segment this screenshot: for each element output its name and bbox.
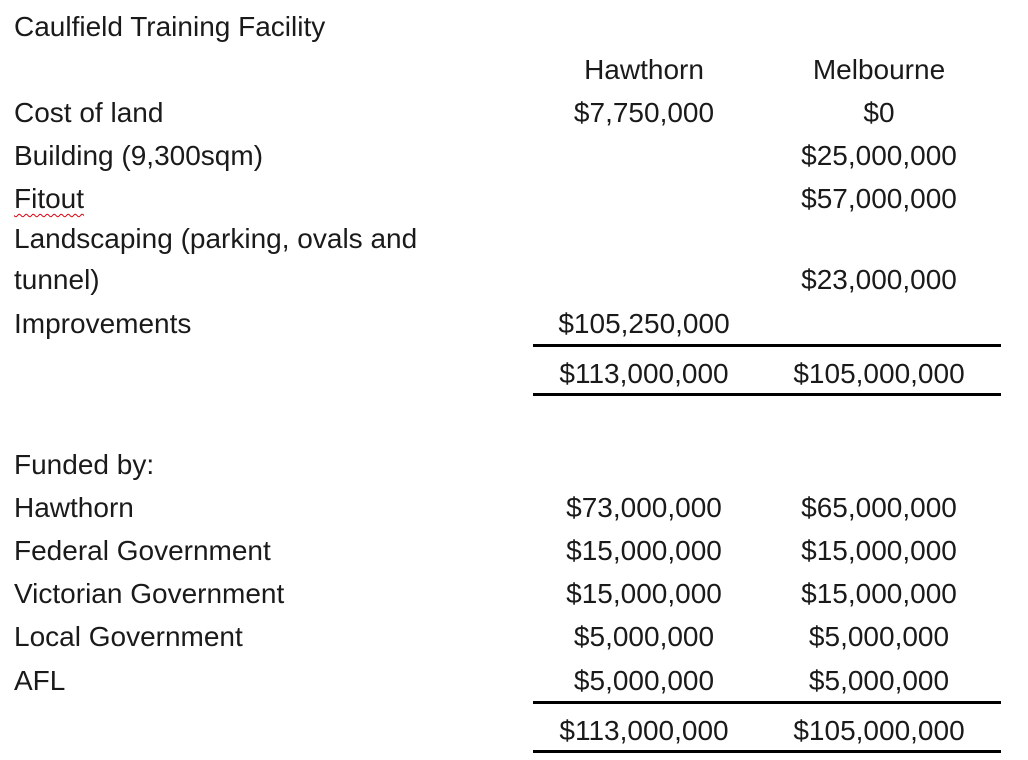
funding-row-melbourne-value: $15,000,000 (801, 578, 957, 609)
sheet-title: Caulfield Training Facility (14, 11, 326, 42)
total-top-border (533, 344, 1001, 347)
funding-row-hawthorn-value: $5,000,000 (573, 621, 715, 652)
total-top-border (533, 701, 1001, 704)
cost-row-label-line2: tunnel) (14, 264, 100, 295)
spellcheck-flagged-word: Fitout (14, 183, 85, 214)
funding-row-label: AFL (14, 665, 66, 696)
column-header-melbourne: Melbourne (812, 54, 946, 85)
funding-row-melbourne-value: $15,000,000 (801, 535, 957, 566)
column-header-hawthorn: Hawthorn (584, 54, 704, 85)
cost-row-melbourne-value: $25,000,000 (801, 140, 957, 171)
funding-row-label: Victorian Government (14, 578, 285, 609)
funding-row-hawthorn-value: $15,000,000 (566, 578, 722, 609)
cost-row-label-line1: Landscaping (parking, ovals and (14, 223, 418, 254)
funding-row-hawthorn-value: $15,000,000 (566, 535, 722, 566)
funding-row-melbourne-value: $65,000,000 (801, 492, 957, 523)
cost-row-label: Cost of land (14, 97, 164, 128)
total-bottom-border (533, 750, 1001, 753)
funding-row-melbourne-value: $5,000,000 (808, 621, 950, 652)
funding-row-label: Federal Government (14, 535, 271, 566)
funding-row-hawthorn-value: $73,000,000 (566, 492, 722, 523)
total-bottom-border (533, 393, 1001, 396)
cost-row-hawthorn-value: $105,250,000 (558, 308, 730, 339)
cost-row-melbourne-value: $0 (863, 97, 895, 128)
funding-total-hawthorn: $113,000,000 (559, 715, 729, 746)
cost-row-label: Improvements (14, 308, 192, 339)
funding-total-melbourne: $105,000,000 (793, 715, 965, 746)
cost-row-label (14, 182, 84, 216)
funding-row-melbourne-value: $5,000,000 (808, 665, 950, 696)
costs-total-hawthorn: $113,000,000 (559, 358, 729, 389)
funding-row-label: Local Government (14, 621, 243, 652)
cost-row-label: Building (9,300sqm) (14, 140, 264, 171)
cost-row-hawthorn-value: $7,750,000 (573, 97, 715, 128)
funding-row-hawthorn-value: $5,000,000 (573, 665, 715, 696)
costs-total-melbourne: $105,000,000 (793, 358, 965, 389)
cost-row-melbourne-value: $23,000,000 (801, 264, 957, 295)
cost-row-melbourne-value: $57,000,000 (801, 183, 957, 214)
funding-row-label: Hawthorn (14, 492, 134, 523)
funding-heading: Funded by: (14, 449, 155, 480)
